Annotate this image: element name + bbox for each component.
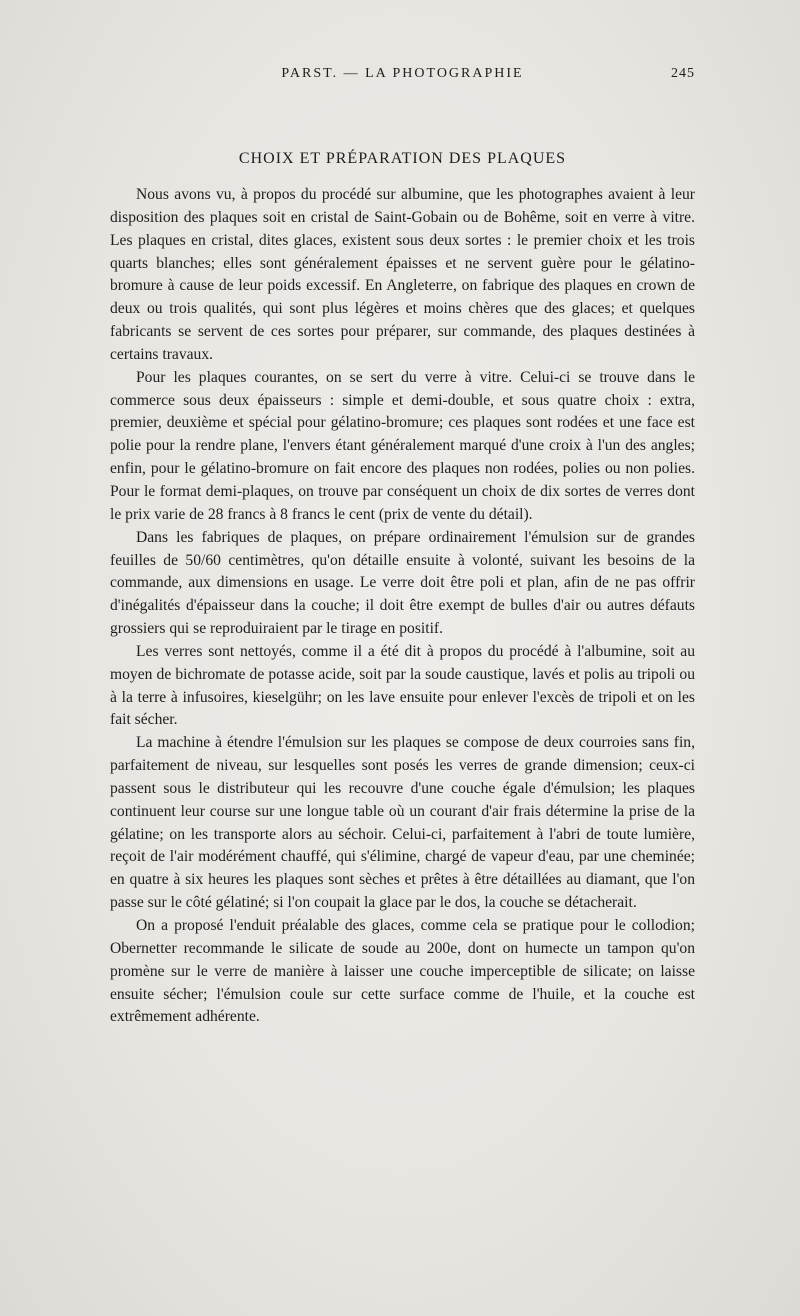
running-title: PARST. — LA PHOTOGRAPHIE <box>281 66 524 81</box>
section-title: CHOIX ET PRÉPARATION DES PLAQUES <box>238 150 567 167</box>
paragraph: Dans les fabriques de plaques, on prépare ordinairement l'émulsion sur de grandes feuilles de 50/60 centimètres, qu'on détaille ensuite à volonté, suivant les besoins de la commande, aux dimensions en usage. Le verre doit être poli et plan, afin de ne pas offrir d'inégalités d'épaisseur dans la couche; il doit être exempt de bulles d'air ou autres défauts grossiers qui se reproduiraient par le tirage en positif. <box>110 528 695 638</box>
page-number: 245 <box>671 66 695 81</box>
paragraph: Pour les plaques courantes, on se sert du verre à vitre. Celui-ci se trouve dans le commerce sous deux épaisseurs : simple et demi-double, et sous quatre choix : extra, premier, deuxième et spécial pour gélatino-bromure; ces plaques sont rodées et une face est polie pour la rendre plane, l'envers étant généralement marqué d'une croix à l'un des angles; enfin, pour le gélatino-bromure on fait encore des plaques non rodées, polies ou non polies. Pour le format demi-plaques, on trouve par conséquent un choix de dix sortes de verres dont le prix varie de 28 francs à 8 francs le cent (prix de vente du détail). <box>110 368 695 523</box>
body-text <box>110 184 695 1029</box>
paragraph: Les verres sont nettoyés, comme il a été dit à propos du procédé à l'albumine, soit au moyen de bichromate de potasse acide, soit par la soude caustique, lavés et polis au tripoli ou à la terre à infusoires, kieselgühr; on les lave ensuite pour enlever l'excès de tripoli et on les fait sécher. <box>110 642 695 729</box>
paragraph: Nous avons vu, à propos du procédé sur albumine, que les photographes avaient à leur disposition des plaques soit en cristal de Saint-Gobain ou de Bohême, soit en verre à vitre. Les plaques en cristal, dites glaces, existent sous deux sortes : le premier choix et les trois quarts blanches; elles sont généralement épaisses et ne servent guère pour le gélatino-bromure à cause de leur poids excessif. En Angleterre, on fabrique des plaques en crown de deux ou trois qualités, qui sont plus légères et moins chères que des glaces; et quelques fabricants se servent de ces sortes pour préparer, sur commande, des plaques destinées à certains travaux. <box>110 186 695 363</box>
paragraph: On a proposé l'enduit préalable des glaces, comme cela se pratique pour le collodion; Obernetter recommande le silicate de soude au 200e, dont on humecte un tampon qu'on promène sur le verre de manière à laisser une couche imperceptible de silicate; on laisse ensuite sécher; l'émulsion coule sur cette surface comme de l'huile, et la couche est extrêmement adhérente. <box>110 917 695 1026</box>
page-header <box>110 66 695 88</box>
paragraph: La machine à étendre l'émulsion sur les plaques se compose de deux courroies sans fin, parfaitement de niveau, sur lesquelles sont posés les verres de grande dimension; ceux-ci passent sous le distributeur qui les recouvre d'une couche égale d'émulsion; les plaques continuent leur course sur une longue table où un courant d'air frais détermine la prise de la gélatine; on les transporte alors au séchoir. Celui-ci, parfaitement à l'abri de toute lumière, reçoit de l'air modérément chauffé, qui s'élimine, chargé de vapeur d'eau, par une cheminée; en quatre à six heures les plaques sont sèches et prêtes à être détaillées au diamant, que l'on passe sur le côté gélatiné; si l'on coupait la glace par le dos, la couche se détacherait. <box>110 734 695 912</box>
